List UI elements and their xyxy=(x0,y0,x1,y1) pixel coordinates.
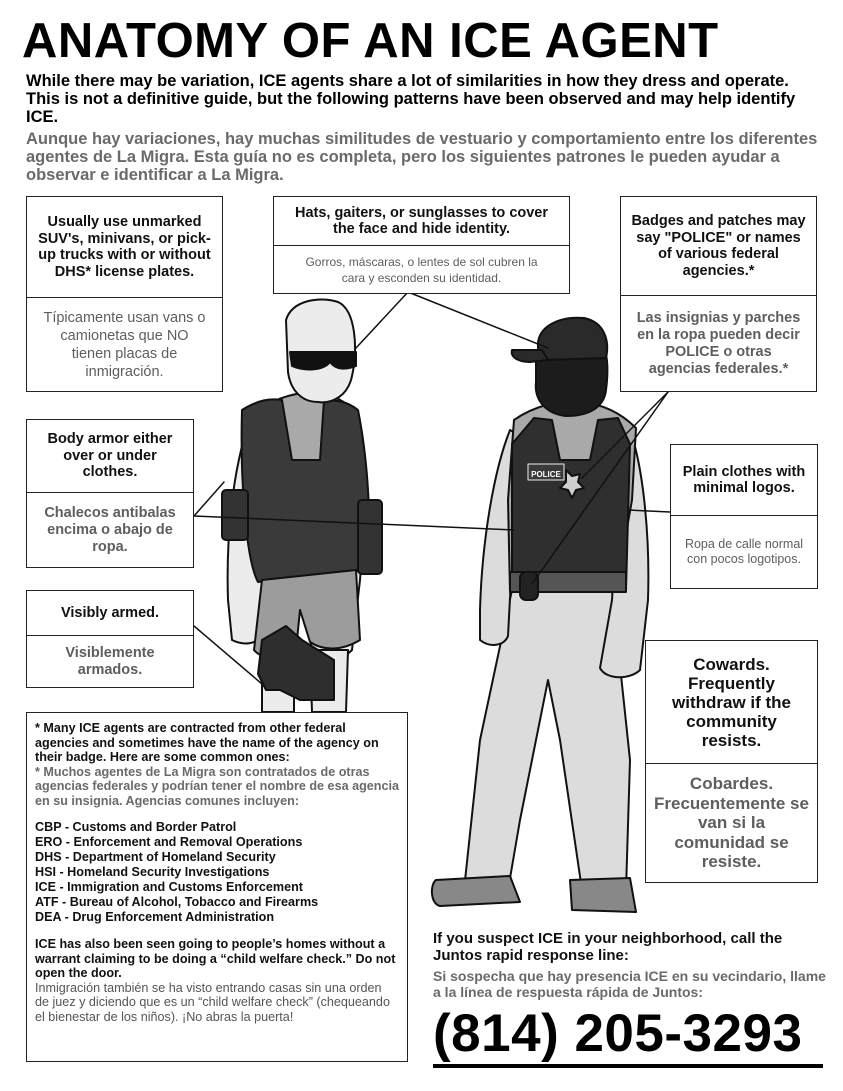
agency-item: DHS - Department of Homeland Security xyxy=(35,850,276,864)
agency-item: ATF - Bureau of Alcohol, Tobacco and Firearms xyxy=(35,895,319,909)
callout-vehicles-english: Usually use unmarked SUV's, minivans, or pick-up trucks with or without DHS* license plates. xyxy=(38,214,211,280)
pointer-hats-left xyxy=(356,292,408,348)
callout-face-cover-english: Hats, gaiters, or sunglasses to cover the face and hide identity. xyxy=(294,204,549,237)
agent-left-figure xyxy=(222,299,382,712)
agency-item: ERO - Enforcement and Removal Operations xyxy=(35,835,303,849)
footnote-intro-english: * Many ICE agents are contracted from other federal agencies and sometimes have the name of the agency on their badge. Here are some common ones: xyxy=(35,721,379,764)
callout-body-armor-english: Body armor either over or under clothes. xyxy=(47,431,173,481)
callout-cowards-english: Cowards. Frequently withdraw if the community resists. xyxy=(672,654,791,750)
callout-face-cover-spanish: Gorros, máscaras, o lentes de sol cubren la cara y esconden su identidad. xyxy=(305,254,538,285)
agency-item: ICE - Immigration and Customs Enforcement xyxy=(35,880,303,894)
agency-item: HSI - Homeland Security Investigations xyxy=(35,865,270,879)
callout-cowards-spanish: Cobardes. Frecuentemente se van si la comunidad se resiste. xyxy=(654,774,809,872)
intro-spanish: Aunque hay variaciones, hay muchas similitudes de vestuario y comportamiento entre los diferentes agentes de La Migra. Esta guía no es completa, pero los siguientes patrones le pueden ayudar a observar e identificar a La Migra. xyxy=(26,130,818,184)
callout-badges-spanish: Las insignias y parches en la ropa pueden decir POLICE o otras agencias federales.* xyxy=(636,309,801,377)
warning-english: ICE has also been seen going to people’s homes without a warrant claiming to be doing a “child welfare check.” Do not open the door. xyxy=(35,937,396,980)
hotline-spanish: Si sospecha que hay presencia ICE en su vecindario, llame a la línea de respuesta rápida de Juntos: xyxy=(433,968,826,1000)
callout-cowards xyxy=(645,640,818,883)
callout-armed xyxy=(26,590,194,688)
callout-face-cover xyxy=(273,196,570,294)
callout-badges-english: Badges and patches may say "POLICE" or names of various federal agencies.* xyxy=(631,213,806,279)
callout-plain-clothes-english: Plain clothes with minimal logos. xyxy=(682,463,806,496)
warning-spanish: Inmigración también se ha visto entrando casas sin una orden de juez y diciendo que es un “child welfare check” (chequeando el bienestar de los niños). ¡No abras la puerta! xyxy=(35,980,390,1024)
agency-item: DEA - Drug Enforcement Administration xyxy=(35,910,275,924)
vest-police-label: POLICE xyxy=(531,470,561,479)
pointer-armor-left xyxy=(194,482,224,516)
agencies-footnote xyxy=(26,712,408,1062)
agent-right-figure xyxy=(432,318,648,912)
page-title: ANATOMY OF AN ICE AGENT xyxy=(22,14,719,68)
callout-vehicles-spanish: Típicamente usan vans o camionetas que NO tienen placas de inmigración. xyxy=(43,309,206,380)
agency-item: CBP - Customs and Border Patrol xyxy=(35,820,237,834)
hotline-phone-number[interactable]: (814) 205-3293 xyxy=(433,1004,823,1068)
footnote-intro-spanish: * Muchos agentes de La Migra son contratados de otras agencias federales y podrían tener el nombre de esa agencia en su insignia. Agencias comunes incluyen: xyxy=(35,764,399,808)
hotline-english: If you suspect ICE in your neighborhood, call the Juntos rapid response line: xyxy=(433,930,783,964)
callout-vehicles xyxy=(26,196,223,392)
agency-list xyxy=(35,820,399,925)
intro-english: While there may be variation, ICE agents share a lot of similarities in how they dress and operate. This is not a definitive guide, but the following patterns have been observed and may help identify ICE. xyxy=(26,72,796,126)
pointer-hats-right xyxy=(408,292,548,348)
callout-armed-spanish: Visiblemente armados. xyxy=(65,644,155,678)
callout-body-armor xyxy=(26,419,194,568)
callout-badges xyxy=(620,196,817,392)
callout-armed-english: Visibly armed. xyxy=(60,604,160,621)
callout-plain-clothes xyxy=(670,444,818,589)
callout-plain-clothes-spanish: Ropa de calle normal con pocos logotipos. xyxy=(684,537,804,566)
callout-body-armor-spanish: Chalecos antibalas encima o abajo de ropa. xyxy=(44,504,176,555)
